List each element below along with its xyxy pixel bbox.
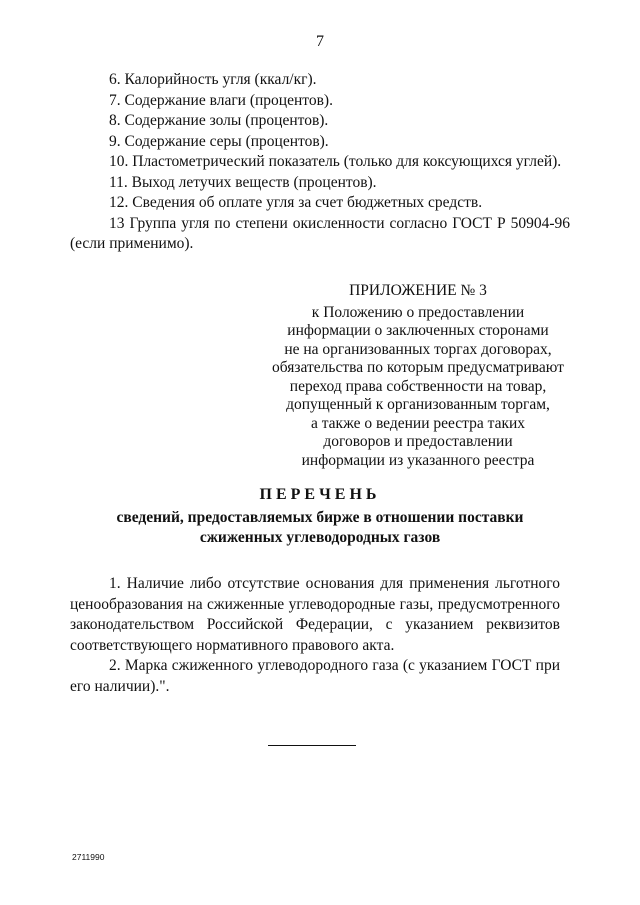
- top-list-item-10: 10. Пластометрический показатель (только для коксующихся углей).: [109, 153, 562, 170]
- appendix-line: информации из указанного реестра: [301, 451, 535, 469]
- appendix-line: договоров и предоставлении: [323, 433, 513, 450]
- list-title: ПЕРЕЧЕНЬ: [259, 486, 381, 503]
- appendix-line: допущенный к организованным торгам,: [286, 396, 550, 413]
- top-list-item-9: 9. Содержание серы (процентов).: [109, 132, 329, 150]
- top-list-item-12: 12. Сведения об оплате угля за счет бюджетных средств.: [109, 194, 483, 211]
- appendix-line: информации о заключенных сторонами: [287, 322, 549, 339]
- appendix-line: а также о ведении реестра таких: [310, 414, 526, 432]
- list-subtitle: сведений, предоставляемых бирже в отношении поставки сжиженных углеводородных газов: [116, 509, 524, 546]
- appendix-line: к Положению о предоставлении: [311, 303, 525, 321]
- top-list: [70, 70, 570, 255]
- bottom-list-item-2: 2. Марка сжиженного углеводородного газа (с указанием ГОСТ при его наличии).".: [70, 657, 560, 695]
- appendix-line: обязательства по которым предусматривают: [272, 359, 564, 376]
- bottom-list-item-1: 1. Наличие либо отсутствие основания для применения льготного ценообразования на сжиженные углеводородные газы, предусмотренного законодательством Российской Федерации, с указанием реквизитов соответствующего нормативного правового акта.: [70, 575, 560, 654]
- bottom-list: [70, 574, 560, 697]
- document-code: 2711990: [72, 852, 105, 862]
- appendix-header: [268, 282, 568, 470]
- top-list-item-8: 8. Содержание золы (процентов).: [109, 112, 329, 129]
- page-number: 7: [316, 33, 324, 50]
- top-list-item-6: 6. Калорийность угля (ккал/кг).: [109, 71, 317, 88]
- top-list-item-13: 13 Группа угля по степени окисленности согласно ГОСТ Р 50904-96 (если применимо).: [70, 214, 570, 252]
- appendix-line: не на организованных торгах договорах,: [284, 340, 552, 358]
- top-list-item-11: 11. Выход летучих веществ (процентов).: [109, 173, 377, 191]
- end-rule: [268, 745, 356, 746]
- appendix-line: переход права собственности на товар,: [289, 377, 547, 395]
- appendix-title: ПРИЛОЖЕНИЕ № 3: [349, 282, 487, 299]
- top-list-item-7: 7. Содержание влаги (процентов).: [109, 91, 333, 109]
